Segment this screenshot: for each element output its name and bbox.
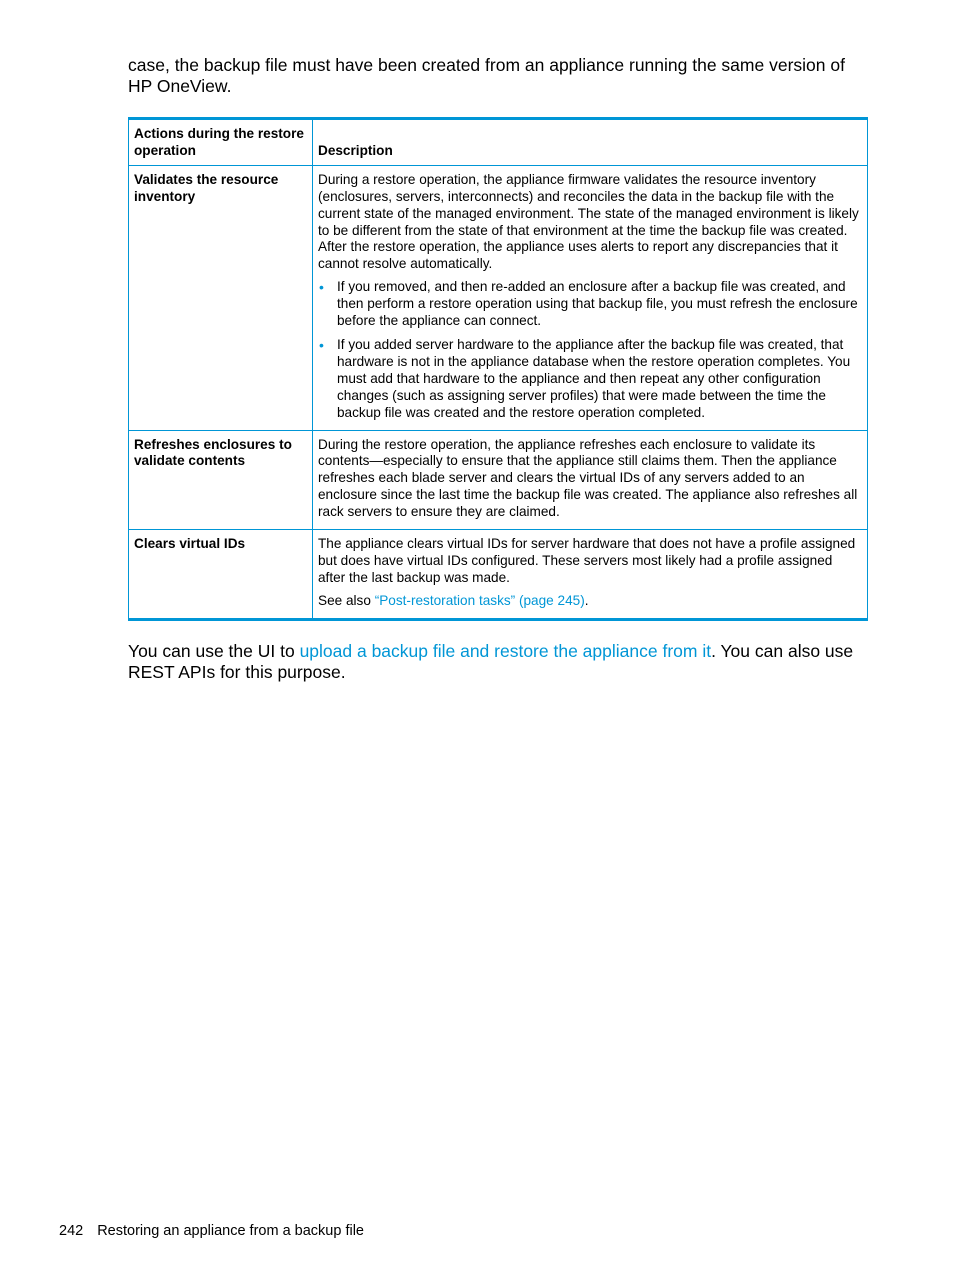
list-item-text: If you removed, and then re-added an enclosure after a backup file was created, and then perform a restore operation using that backup file, you must refresh the enclosure before the appliance can connect.	[337, 279, 858, 329]
outro-paragraph	[128, 641, 868, 683]
see-also-prefix: See also	[318, 592, 375, 608]
table-header-row	[129, 119, 868, 166]
list-item	[318, 279, 862, 330]
row-action-validates-inventory: Validates the resource inventory	[129, 165, 313, 430]
description-paragraph: During a restore operation, the appliance firmware validates the resource inventory (enclosures, servers, interconnects) and reconciles the data in the backup file with the current state of the managed environment. The state of the managed environment is likely to be different from the state of that environment at the time the backup file was created. After the restore operation, the appliance uses alerts to report any discrepancies that it cannot resolve automatically.	[318, 171, 859, 272]
list-item	[318, 337, 862, 422]
outro-suffix: . You can also use REST APIs for this purpose.	[128, 641, 854, 682]
bullet-icon: •	[319, 279, 324, 296]
table-row	[129, 430, 868, 530]
table-row	[129, 165, 868, 430]
row-action-refreshes-enclosures: Refreshes enclosures to validate contents	[129, 430, 313, 530]
header-actions: Actions during the restore operation	[129, 119, 313, 166]
footer-section-title: Restoring an appliance from a backup file	[97, 1223, 364, 1239]
page-number: 242	[59, 1223, 84, 1239]
row-description	[313, 530, 868, 620]
row-action-clears-virtual-ids: Clears virtual IDs	[129, 530, 313, 620]
outro-prefix: You can use the UI to	[128, 641, 300, 661]
page-footer	[59, 1222, 364, 1240]
description-paragraph: The appliance clears virtual IDs for server hardware that does not have a profile assigned but does have virtual IDs configured. These servers most likely had a profile assigned after the last backup was made.	[318, 536, 856, 585]
bullet-icon: •	[319, 336, 324, 353]
list-item-text: If you added server hardware to the appliance after the backup file was created, that hardware is not in the appliance database when the restore operation completes. You must add that hardware to the appliance and then repeat any other configuration changes (such as assigning server profiles) that were made between the time the backup file was created and the restore operation completed.	[337, 336, 851, 420]
header-description: Description	[313, 119, 868, 166]
bullet-list	[318, 279, 862, 421]
table-row	[129, 530, 868, 620]
row-description	[313, 165, 868, 430]
see-also-suffix: .	[584, 592, 589, 608]
restore-actions-table	[128, 117, 868, 621]
see-also-line	[318, 593, 862, 610]
description-paragraph: During the restore operation, the appliance refreshes each enclosure to validate its contents—especially to ensure that the appliance still claims them. Then the appliance refreshes each blade server and clears the virtual IDs of any servers added to an enclosure since the last time the backup file was created. The appliance also refreshes all rack servers to ensure they are claimed.	[318, 436, 858, 520]
intro-paragraph: case, the backup file must have been created from an appliance running the same version of HP OneView.	[128, 55, 845, 96]
row-description	[313, 430, 868, 530]
post-restoration-tasks-link[interactable]: “Post-restoration tasks” (page 245)	[374, 592, 585, 608]
upload-backup-link[interactable]: upload a backup file and restore the appliance from it	[299, 641, 712, 661]
